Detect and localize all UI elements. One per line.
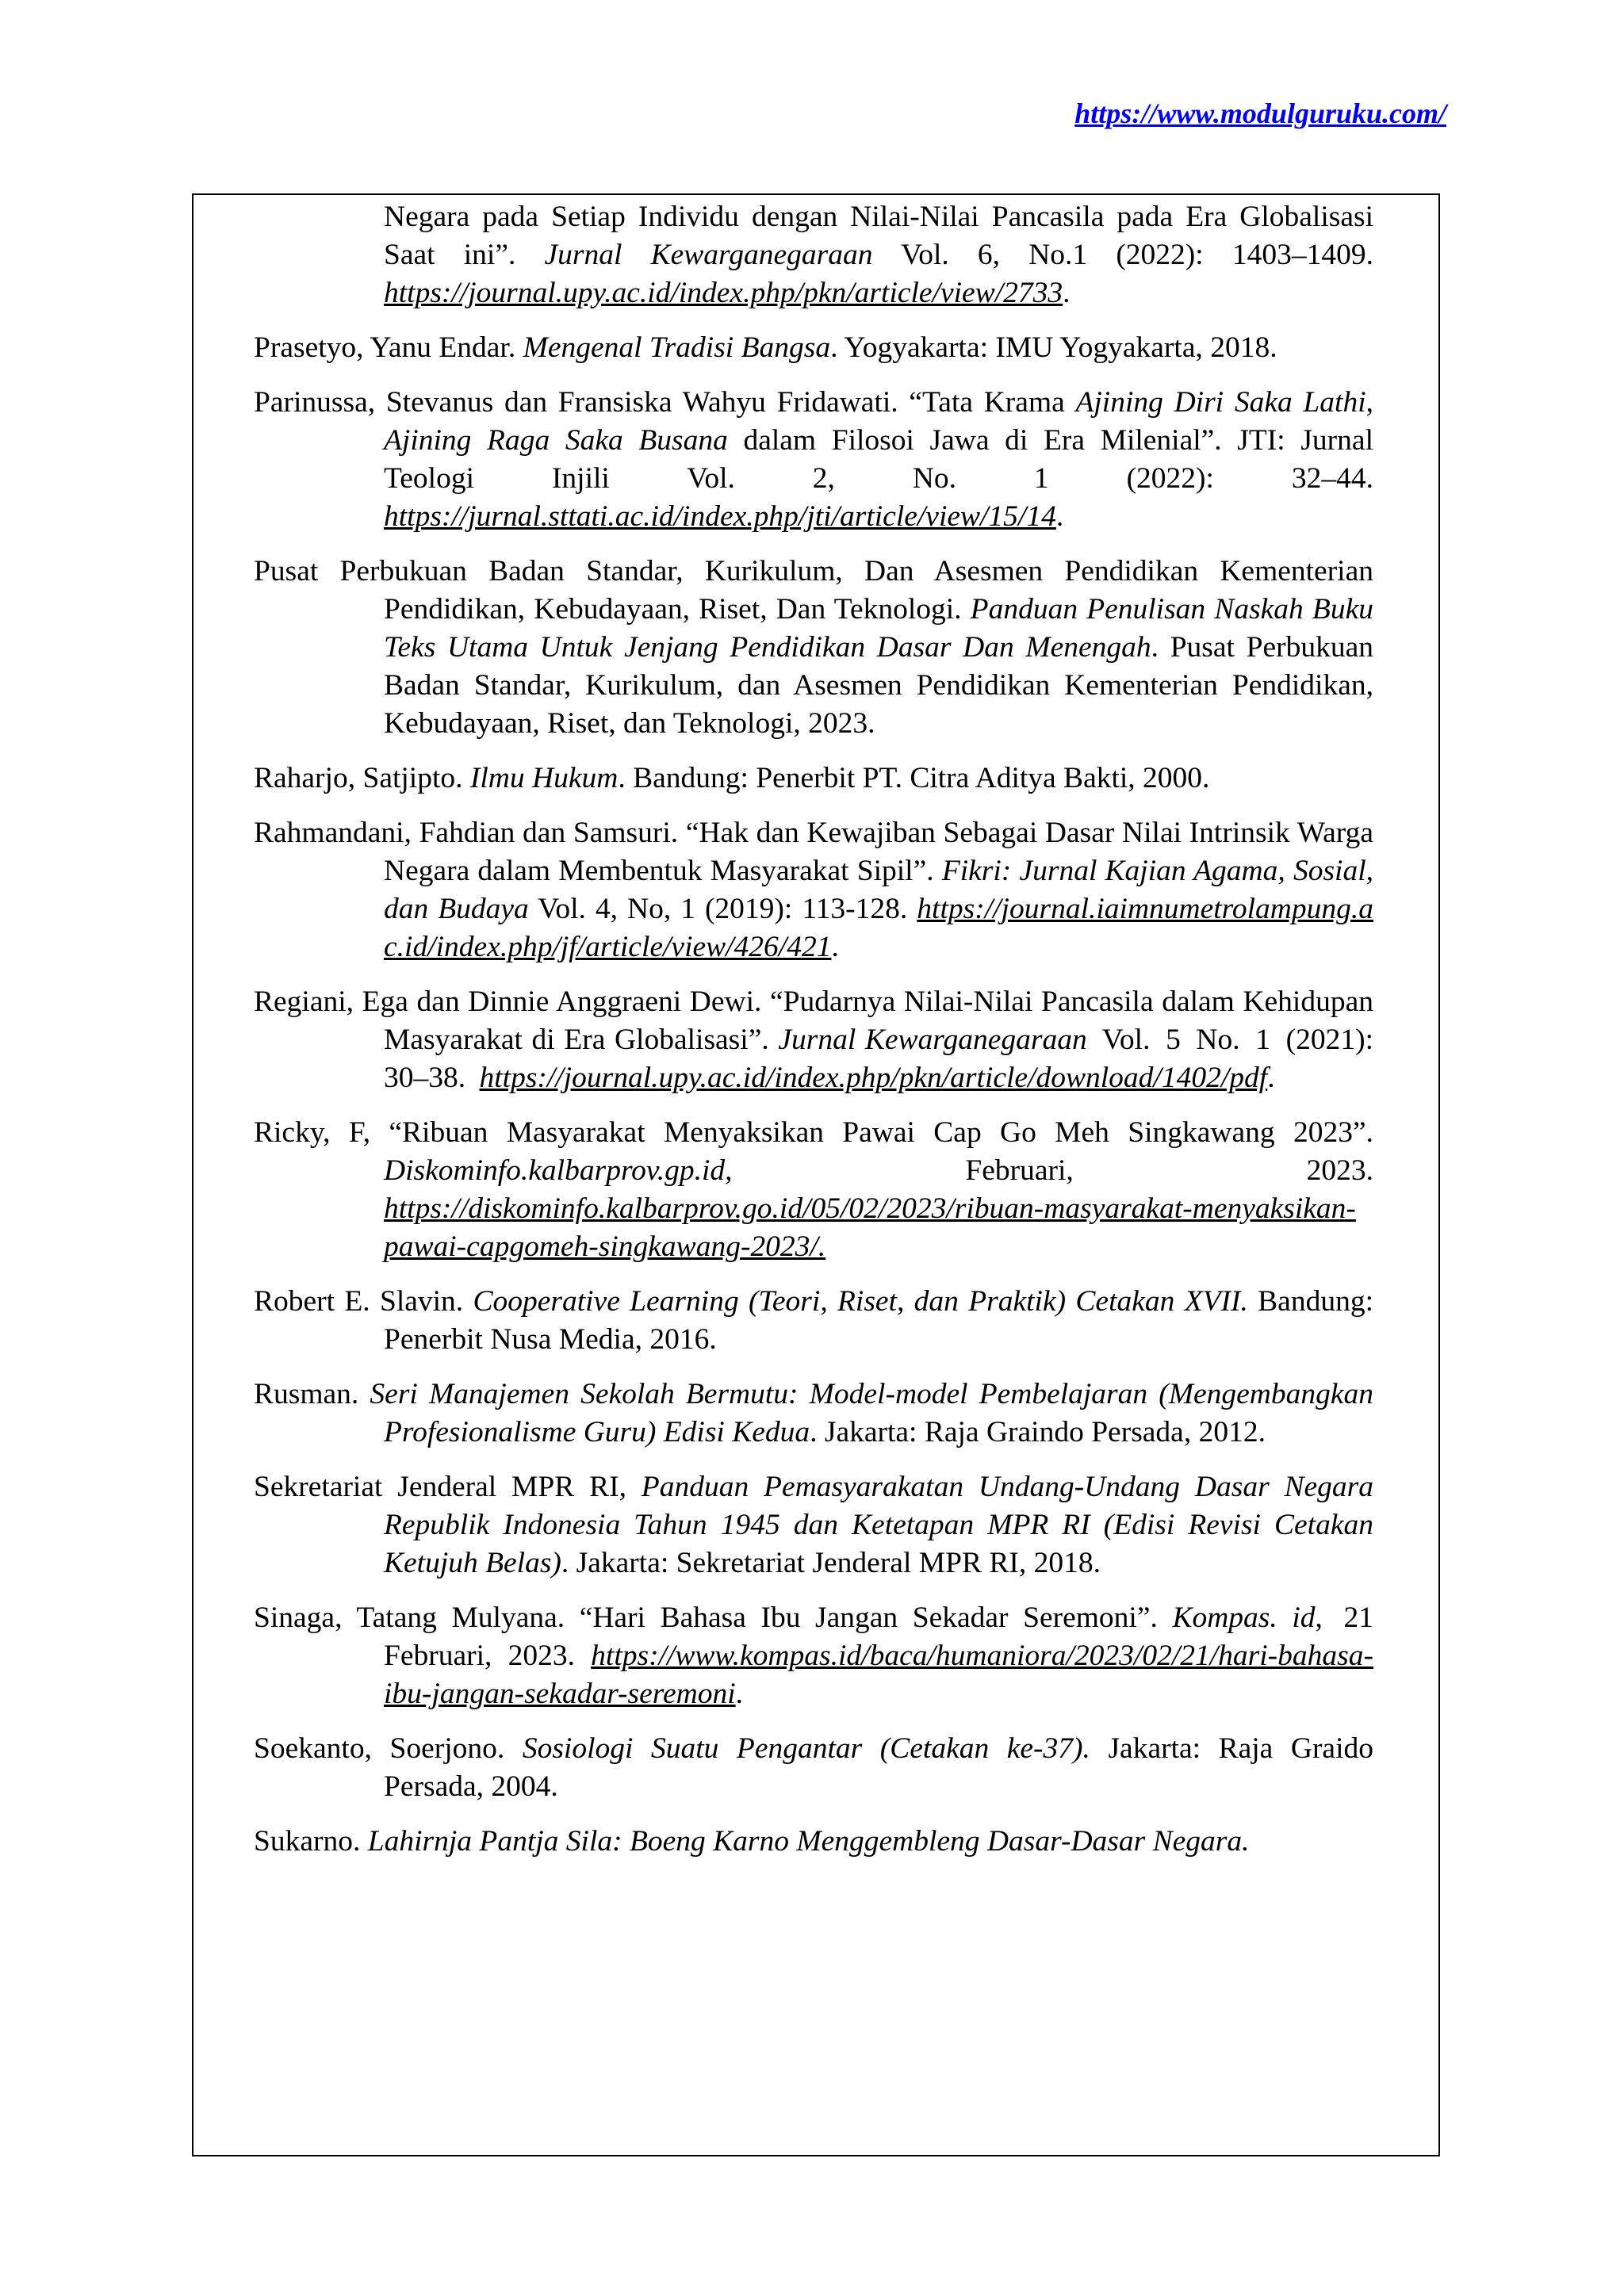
reference-text: Pusat Perbukuan Badan Standar, Kurikulum, Dan Asesmen Pendidikan Kementerian Pendidikan, Kebudayaan, Riset, Dan Teknologi. [254,555,1373,626]
journal-title: Fikri: Jurnal Kajian Agama, Sosial, dan Budaya [384,855,1374,925]
reference-link[interactable]: https://www.kompas.id/baca/humaniora/2023/02/21/hari-bahasa-ibu-jangan-sekadar-seremoni [384,1640,1373,1710]
reference-link[interactable]: https://diskominfo.kalbarprov.go.id/05/02/2023/ribuan-masyarakat-menyaksikan-pawai-capgomeh-singkawang-2023/. [384,1192,1356,1263]
reference-text: Vol. 5 No. 1 (2021): 30–38. [384,1024,1374,1094]
reference-text: . Bandung: Penerbit PT. Citra Aditya Bakti, 2000. [618,762,1210,794]
reference-entry [254,1114,1373,1266]
reference-text: Sinaga, Tatang Mulyana. “Hari Bahasa Ibu Jangan Sekadar Seremoni”. [254,1601,1173,1634]
reference-text: . Yogyakarta: IMU Yogyakarta, 2018. [830,331,1277,364]
reference-entry [254,1376,1373,1452]
bibliography-list [254,195,1373,1877]
book-title: Mengenal Tradisi Bangsa [523,331,831,364]
reference-text: Negara pada Setiap Individu dengan Nilai-Nilai Pancasila pada Era Globalisasi Saat ini”. [384,201,1373,271]
book-title: Cooperative Learning (Teori, Riset, dan Praktik) Cetakan XVII. [473,1285,1248,1318]
reference-entry [254,983,1373,1097]
reference-entry [254,814,1373,966]
book-title: Panduan Penulisan Naskah Buku Teks Utama Untuk Jenjang Pendidikan Dasar Dan Menengah [384,593,1373,664]
reference-text: Ricky, F, “Ribuan Masyarakat Menyaksikan Pawai Cap Go Meh Singkawang 2023”. [254,1116,1373,1149]
reference-text: Sukarno. [254,1825,368,1858]
book-title: Seri Manajemen Sekolah Bermutu: Model-model Pembelajaran (Mengembangkan Profesionalisme Guru) Edisi Kedua [370,1378,1374,1448]
reference-text: Robert E. Slavin. [254,1285,473,1318]
journal-title: Jurnal Kewarganegaraan [778,1024,1087,1056]
journal-title: Jurnal Kewarganegaraan [544,239,873,271]
website-title: Kompas. id [1172,1601,1316,1634]
reference-entry [254,1823,1373,1861]
reference-entry [254,553,1373,743]
reference-text: . Jakarta: Sekretariat Jenderal MPR RI, 2018. [561,1547,1101,1579]
reference-text: dalam Filosoi Jawa di Era Milenial”. JTI: Jurnal Teologi Injili Vol. 2, No. 1 (2022): 32–44. [384,424,1373,495]
reference-entry [254,384,1373,536]
page-frame [192,193,1440,2156]
reference-text: Parinussa, Stevanus dan Fransiska Wahyu Fridawati. “Tata Krama [254,386,1076,419]
italic-term: Ajining Raga Saka Busana [384,424,728,457]
reference-entry [254,760,1373,798]
reference-entry [254,1730,1373,1806]
reference-link[interactable]: https://journal.iaimnumetrolampung.ac.id/index.php/jf/article/view/426/421 [384,893,1373,963]
reference-text: . [1055,500,1064,533]
reference-entry [254,329,1373,367]
reference-text: Vol. 6, No.1 (2022): 1403–1409. [872,239,1374,271]
reference-text: Vol. 4, No, 1 (2019): 113-128. [528,893,917,925]
reference-link[interactable]: https://jurnal.sttati.ac.id/index.php/jti/article/view/15/14 [384,500,1056,533]
reference-text: Rahmandani, Fahdian dan Samsuri. “Hak dan Kewajiban Sebagai Dasar Nilai Intrinsik Warga Negara dalam Membentuk Masyarakat Sipil”. [254,817,1373,887]
book-title: Sosiologi Suatu Pengantar (Cetakan ke-37). [522,1732,1090,1765]
book-title: Lahirnja Pantja Sila: Boeng Karno Menggembleng Dasar-Dasar Negara. [367,1825,1250,1858]
reference-text: Soekanto, Soerjono. [254,1732,523,1765]
reference-text: Sekretariat Jenderal MPR RI, [254,1471,642,1503]
italic-term: Ajining Diri Saka Lathi [1075,386,1366,419]
book-title: Panduan Pemasyarakatan Undang-Undang Dasar Negara Republik Indonesia Tahun 1945 dan Ketetapan MPR RI (Edisi Revisi Cetakan Ketujuh Belas) [384,1471,1373,1579]
reference-text: Jakarta: Raja Graido Persada, 2004. [384,1732,1374,1803]
reference-entry [254,1599,1373,1713]
reference-text: Raharjo, Satjipto. [254,762,470,794]
reference-entry [254,198,1373,312]
website-title: Diskominfo.kalbarprov.gp.id, [384,1154,733,1187]
book-title: Ilmu Hukum [469,762,619,794]
reference-link[interactable]: https://journal.upy.ac.id/index.php/pkn/article/download/1402/pdf [479,1062,1268,1094]
reference-text: Rusman. [254,1378,370,1410]
reference-text: Bandung: Penerbit Nusa Media, 2016. [384,1285,1373,1356]
reference-text: . [735,1678,743,1710]
reference-link[interactable]: https://journal.upy.ac.id/index.php/pkn/article/view/2733 [384,277,1063,309]
reference-text: Februari, 2023. [732,1154,1373,1187]
site-url-link[interactable]: https://www.modulguruku.com/ [1074,98,1446,129]
reference-text: . Pusat Perbukuan Badan Standar, Kurikulum, dan Asesmen Pendidikan Kementerian Pendidikan, Kebudayaan, Riset, dan Teknologi, 2023. [384,631,1373,740]
reference-text: . [831,931,839,963]
reference-entry [254,1468,1373,1582]
reference-text: . [1267,1062,1275,1094]
reference-text: . [1063,277,1071,309]
reference-text: , [1365,386,1373,419]
reference-text: , 21 Februari, 2023. [384,1601,1373,1672]
reference-text: . Jakarta: Raja Graindo Persada, 2012. [810,1416,1266,1448]
reference-text: Prasetyo, Yanu Endar. [254,331,523,364]
reference-text: Regiani, Ega dan Dinnie Anggraeni Dewi. “Pudarnya Nilai-Nilai Pancasila dalam Kehidupan Masyarakat di Era Globalisasi”. [254,985,1373,1056]
reference-entry [254,1283,1373,1359]
